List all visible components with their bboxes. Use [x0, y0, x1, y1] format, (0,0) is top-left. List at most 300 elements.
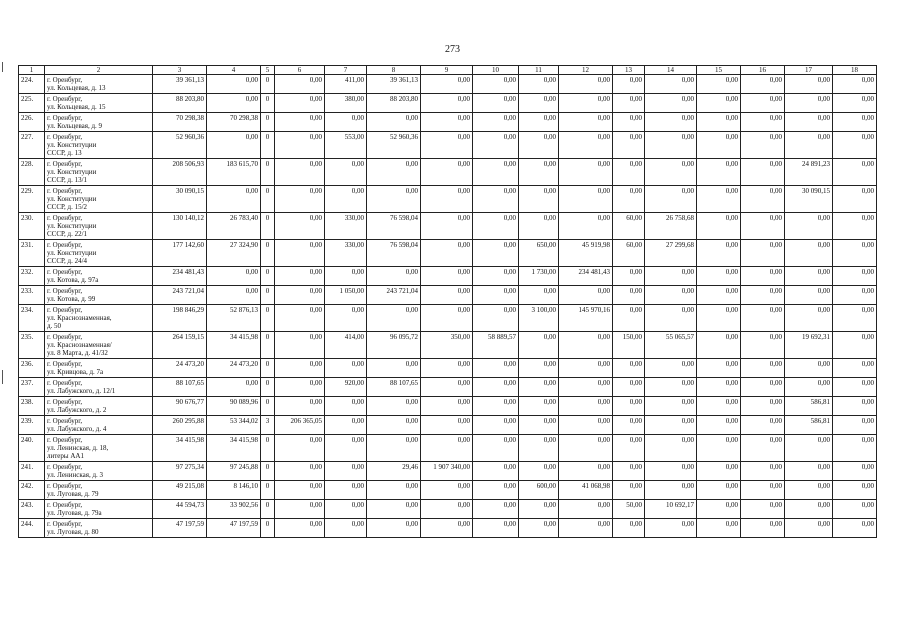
- value-cell: 0,00: [473, 519, 519, 538]
- address-cell: [45, 305, 153, 332]
- value-cell: 34 415,98: [153, 435, 207, 462]
- address-line: ул. Луговая, д. 80: [47, 528, 99, 536]
- table-row: [19, 132, 877, 159]
- value-cell: 0,00: [325, 519, 367, 538]
- value-cell: 0,00: [741, 132, 785, 159]
- address-line: ул. Лабужского, д. 2: [47, 406, 107, 414]
- value-cell: 0,00: [519, 462, 559, 481]
- value-cell: 130 140,12: [153, 213, 207, 240]
- value-cell: 0,00: [613, 286, 645, 305]
- table-row: [19, 359, 877, 378]
- value-cell: 27 299,68: [645, 240, 697, 267]
- value-cell: 0,00: [697, 359, 741, 378]
- address-line: ул. Кольцевая, д. 15: [47, 103, 106, 111]
- value-cell: 0,00: [833, 359, 877, 378]
- column-header: 14: [645, 66, 697, 75]
- value-cell: 0,00: [519, 75, 559, 94]
- value-cell: 0,00: [559, 213, 613, 240]
- value-cell: 0,00: [275, 332, 325, 359]
- address-line: г. Оренбург,: [47, 520, 83, 528]
- value-cell: 0: [261, 267, 275, 286]
- value-cell: 0,00: [645, 75, 697, 94]
- value-cell: 0,00: [697, 75, 741, 94]
- value-cell: 0,00: [473, 305, 519, 332]
- value-cell: 0,00: [421, 240, 473, 267]
- table-row: [19, 500, 877, 519]
- value-cell: 0,00: [367, 500, 421, 519]
- column-header: 11: [519, 66, 559, 75]
- value-cell: 0,00: [785, 359, 833, 378]
- value-cell: 0,00: [697, 113, 741, 132]
- value-cell: 55 065,57: [645, 332, 697, 359]
- value-cell: 0,00: [421, 159, 473, 186]
- value-cell: 0,00: [645, 416, 697, 435]
- value-cell: 0,00: [473, 94, 519, 113]
- value-cell: 0,00: [833, 75, 877, 94]
- value-cell: 0,00: [645, 378, 697, 397]
- address-line: г. Оренбург,: [47, 333, 83, 341]
- value-cell: 0,00: [645, 435, 697, 462]
- value-cell: 0,00: [785, 240, 833, 267]
- value-cell: 150,00: [613, 332, 645, 359]
- value-cell: 8 146,10: [207, 481, 261, 500]
- value-cell: 0,00: [697, 267, 741, 286]
- value-cell: 0,00: [741, 94, 785, 113]
- value-cell: 0,00: [473, 113, 519, 132]
- value-cell: 50,00: [613, 500, 645, 519]
- value-cell: 0,00: [785, 286, 833, 305]
- value-cell: 380,00: [325, 94, 367, 113]
- table-row: [19, 286, 877, 305]
- row-number: 237.: [19, 378, 45, 397]
- column-header: 10: [473, 66, 519, 75]
- row-number: 236.: [19, 359, 45, 378]
- value-cell: 0,00: [275, 213, 325, 240]
- value-cell: 0,00: [519, 213, 559, 240]
- value-cell: 0,00: [421, 286, 473, 305]
- column-header: 8: [367, 66, 421, 75]
- value-cell: 350,00: [421, 332, 473, 359]
- address-line: г. Оренбург,: [47, 306, 83, 314]
- value-cell: 0,00: [275, 286, 325, 305]
- value-cell: 206 365,05: [275, 416, 325, 435]
- value-cell: 0: [261, 435, 275, 462]
- value-cell: 0: [261, 75, 275, 94]
- row-number: 234.: [19, 305, 45, 332]
- value-cell: 0,00: [741, 462, 785, 481]
- value-cell: 1 730,00: [519, 267, 559, 286]
- value-cell: 0,00: [207, 286, 261, 305]
- address-line: г. Оренбург,: [47, 114, 83, 122]
- value-cell: 0,00: [833, 94, 877, 113]
- address-line: литеры АА1: [47, 452, 84, 460]
- address-cell: [45, 132, 153, 159]
- value-cell: 0,00: [785, 113, 833, 132]
- value-cell: 0,00: [697, 286, 741, 305]
- value-cell: 0,00: [325, 462, 367, 481]
- value-cell: 0,00: [559, 435, 613, 462]
- value-cell: 260 295,88: [153, 416, 207, 435]
- value-cell: 0,00: [325, 481, 367, 500]
- address-cell: [45, 332, 153, 359]
- value-cell: 0,00: [519, 519, 559, 538]
- value-cell: 0,00: [741, 435, 785, 462]
- address-line: ул. Кольцевая, д. 13: [47, 84, 106, 92]
- value-cell: 0,00: [833, 397, 877, 416]
- value-cell: 0,00: [275, 159, 325, 186]
- value-cell: 0,00: [559, 132, 613, 159]
- value-cell: 0: [261, 132, 275, 159]
- address-line: ул. Конституции: [47, 249, 97, 257]
- value-cell: 0,00: [833, 113, 877, 132]
- address-line: г. Оренбург,: [47, 501, 83, 509]
- value-cell: 39 361,13: [367, 75, 421, 94]
- value-cell: 47 197,59: [153, 519, 207, 538]
- value-cell: 0,00: [421, 186, 473, 213]
- address-line: ул. 8 Марта, д. 41/32: [47, 349, 108, 357]
- value-cell: 0,00: [613, 519, 645, 538]
- value-cell: 0,00: [473, 240, 519, 267]
- row-number: 232.: [19, 267, 45, 286]
- value-cell: 47 197,59: [207, 519, 261, 538]
- value-cell: 90 676,77: [153, 397, 207, 416]
- address-cell: [45, 75, 153, 94]
- value-cell: 0,00: [741, 75, 785, 94]
- value-cell: 0,00: [833, 416, 877, 435]
- address-line: г. Оренбург,: [47, 268, 83, 276]
- value-cell: 0,00: [645, 305, 697, 332]
- address-line: г. Оренбург,: [47, 160, 83, 168]
- value-cell: 0,00: [645, 519, 697, 538]
- value-cell: 198 846,29: [153, 305, 207, 332]
- value-cell: 0,00: [613, 159, 645, 186]
- value-cell: 0,00: [275, 519, 325, 538]
- column-header: 6: [275, 66, 325, 75]
- address-line: ул. Луговая, д. 79: [47, 490, 99, 498]
- value-cell: 0,00: [833, 378, 877, 397]
- address-cell: [45, 213, 153, 240]
- table-body: [19, 75, 877, 538]
- value-cell: 0,00: [559, 519, 613, 538]
- address-line: ул. Краснознаменная/: [47, 341, 112, 349]
- page-number: 273: [445, 44, 460, 55]
- table-row: [19, 213, 877, 240]
- value-cell: 0,00: [367, 267, 421, 286]
- value-cell: 0,00: [785, 500, 833, 519]
- value-cell: 586,81: [785, 416, 833, 435]
- value-cell: 0,00: [367, 397, 421, 416]
- address-line: ул. Лабужского, д. 4: [47, 425, 107, 433]
- value-cell: 0,00: [833, 213, 877, 240]
- value-cell: 330,00: [325, 213, 367, 240]
- column-header: 16: [741, 66, 785, 75]
- value-cell: 0,00: [785, 267, 833, 286]
- value-cell: 0,00: [645, 267, 697, 286]
- address-line: г. Оренбург,: [47, 463, 83, 471]
- value-cell: 0,00: [697, 416, 741, 435]
- address-cell: [45, 240, 153, 267]
- row-number: 226.: [19, 113, 45, 132]
- value-cell: 0,00: [275, 481, 325, 500]
- value-cell: 0,00: [325, 267, 367, 286]
- value-cell: 49 215,08: [153, 481, 207, 500]
- value-cell: 0,00: [421, 305, 473, 332]
- value-cell: 27 324,90: [207, 240, 261, 267]
- value-cell: 0,00: [473, 75, 519, 94]
- value-cell: 0: [261, 462, 275, 481]
- value-cell: 0,00: [421, 481, 473, 500]
- value-cell: 0,00: [833, 186, 877, 213]
- address-line: ул. Луговая, д. 79а: [47, 509, 102, 517]
- value-cell: 0,00: [325, 416, 367, 435]
- value-cell: 145 970,16: [559, 305, 613, 332]
- value-cell: 0,00: [275, 75, 325, 94]
- value-cell: 0,00: [275, 397, 325, 416]
- table-row: [19, 75, 877, 94]
- value-cell: 0,00: [473, 416, 519, 435]
- value-cell: 920,00: [325, 378, 367, 397]
- value-cell: 44 594,73: [153, 500, 207, 519]
- address-line: ул. Котова, д. 99: [47, 295, 96, 303]
- value-cell: 0,00: [559, 378, 613, 397]
- value-cell: 0,00: [421, 267, 473, 286]
- value-cell: 97 275,34: [153, 462, 207, 481]
- value-cell: 0: [261, 186, 275, 213]
- value-cell: 0,00: [645, 462, 697, 481]
- value-cell: 34 415,98: [207, 435, 261, 462]
- address-cell: [45, 462, 153, 481]
- value-cell: 0,00: [473, 359, 519, 378]
- column-header: 13: [613, 66, 645, 75]
- value-cell: 0,00: [697, 481, 741, 500]
- address-cell: [45, 186, 153, 213]
- value-cell: 0,00: [325, 113, 367, 132]
- address-line: СССР, д. 13/1: [47, 176, 88, 184]
- value-cell: 0,00: [785, 462, 833, 481]
- address-line: ул. Ленинская, д. 3: [47, 471, 104, 479]
- value-cell: 0,00: [741, 519, 785, 538]
- value-cell: 243 721,04: [367, 286, 421, 305]
- row-number: 239.: [19, 416, 45, 435]
- value-cell: 0,00: [367, 113, 421, 132]
- column-header: 18: [833, 66, 877, 75]
- value-cell: 88 107,65: [153, 378, 207, 397]
- value-cell: 0,00: [519, 435, 559, 462]
- value-cell: 0: [261, 305, 275, 332]
- value-cell: 0,00: [367, 481, 421, 500]
- address-cell: [45, 159, 153, 186]
- value-cell: 0,00: [473, 159, 519, 186]
- value-cell: 97 245,88: [207, 462, 261, 481]
- value-cell: 0,00: [519, 286, 559, 305]
- value-cell: 70 298,38: [207, 113, 261, 132]
- address-line: ул. Кривцова, д. 7а: [47, 368, 104, 376]
- value-cell: 0,00: [559, 286, 613, 305]
- value-cell: 600,00: [519, 481, 559, 500]
- table-row: [19, 378, 877, 397]
- address-line: СССР, д. 13: [47, 149, 82, 157]
- value-cell: 0,00: [697, 332, 741, 359]
- value-cell: 0,00: [741, 397, 785, 416]
- value-cell: 0,00: [367, 359, 421, 378]
- value-cell: 0,00: [473, 267, 519, 286]
- value-cell: 0,00: [421, 359, 473, 378]
- address-cell: [45, 378, 153, 397]
- value-cell: 0,00: [645, 481, 697, 500]
- value-cell: 0,00: [645, 113, 697, 132]
- value-cell: 0,00: [697, 462, 741, 481]
- value-cell: 0,00: [559, 500, 613, 519]
- value-cell: 0,00: [559, 159, 613, 186]
- row-number: 238.: [19, 397, 45, 416]
- value-cell: 0,00: [613, 186, 645, 213]
- value-cell: 0,00: [473, 481, 519, 500]
- row-number: 235.: [19, 332, 45, 359]
- address-line: г. Оренбург,: [47, 241, 83, 249]
- value-cell: 0,00: [645, 132, 697, 159]
- value-cell: 243 721,04: [153, 286, 207, 305]
- value-cell: 0,00: [741, 416, 785, 435]
- value-cell: 0,00: [421, 213, 473, 240]
- value-cell: 34 415,98: [207, 332, 261, 359]
- value-cell: 39 361,13: [153, 75, 207, 94]
- value-cell: 0,00: [421, 435, 473, 462]
- value-cell: 0,00: [785, 378, 833, 397]
- value-cell: 0: [261, 519, 275, 538]
- value-cell: 0,00: [645, 159, 697, 186]
- value-cell: 0,00: [325, 186, 367, 213]
- value-cell: 0,00: [367, 159, 421, 186]
- value-cell: 41 068,98: [559, 481, 613, 500]
- value-cell: 96 095,72: [367, 332, 421, 359]
- table-row: [19, 462, 877, 481]
- value-cell: 0,00: [367, 435, 421, 462]
- value-cell: 0,00: [473, 132, 519, 159]
- address-cell: [45, 416, 153, 435]
- value-cell: 24 473,20: [153, 359, 207, 378]
- value-cell: 0,00: [207, 75, 261, 94]
- value-cell: 0,00: [833, 132, 877, 159]
- value-cell: 0,00: [421, 75, 473, 94]
- value-cell: 76 598,04: [367, 213, 421, 240]
- value-cell: 0,00: [645, 186, 697, 213]
- value-cell: 0,00: [207, 267, 261, 286]
- value-cell: 0,00: [519, 378, 559, 397]
- value-cell: 0: [261, 94, 275, 113]
- value-cell: 0,00: [697, 378, 741, 397]
- value-cell: 0,00: [613, 378, 645, 397]
- value-cell: 0,00: [325, 359, 367, 378]
- row-number: 242.: [19, 481, 45, 500]
- value-cell: 60,00: [613, 213, 645, 240]
- value-cell: 0,00: [519, 159, 559, 186]
- value-cell: 0,00: [519, 113, 559, 132]
- value-cell: 0,00: [559, 397, 613, 416]
- value-cell: 0,00: [473, 186, 519, 213]
- value-cell: 0,00: [833, 332, 877, 359]
- value-cell: 0,00: [741, 159, 785, 186]
- value-cell: 0: [261, 159, 275, 186]
- value-cell: 411,00: [325, 75, 367, 94]
- value-cell: 264 159,15: [153, 332, 207, 359]
- value-cell: 0,00: [207, 94, 261, 113]
- value-cell: 0,00: [613, 75, 645, 94]
- value-cell: 0: [261, 378, 275, 397]
- address-line: ул. Ленинская, д. 18,: [47, 444, 109, 452]
- value-cell: 29,46: [367, 462, 421, 481]
- value-cell: 0: [261, 332, 275, 359]
- value-cell: 24 473,20: [207, 359, 261, 378]
- row-number: 241.: [19, 462, 45, 481]
- value-cell: 0,00: [785, 132, 833, 159]
- row-number: 229.: [19, 186, 45, 213]
- value-cell: 88 203,80: [367, 94, 421, 113]
- value-cell: 0,00: [785, 481, 833, 500]
- value-cell: 0,00: [325, 397, 367, 416]
- value-cell: 0,00: [559, 186, 613, 213]
- column-header: 15: [697, 66, 741, 75]
- address-cell: [45, 500, 153, 519]
- table-row: [19, 435, 877, 462]
- value-cell: 208 506,93: [153, 159, 207, 186]
- address-line: ул. Конституции: [47, 141, 97, 149]
- value-cell: 0,00: [275, 462, 325, 481]
- value-cell: 0,00: [741, 267, 785, 286]
- column-header: 9: [421, 66, 473, 75]
- value-cell: 0,00: [519, 416, 559, 435]
- address-line: г. Оренбург,: [47, 360, 83, 368]
- value-cell: 0,00: [367, 186, 421, 213]
- value-cell: 0,00: [421, 378, 473, 397]
- value-cell: 0,00: [613, 462, 645, 481]
- value-cell: 0,00: [697, 159, 741, 186]
- table-row: [19, 267, 877, 286]
- value-cell: 0,00: [741, 378, 785, 397]
- table-row: [19, 481, 877, 500]
- value-cell: 0: [261, 286, 275, 305]
- value-cell: 0,00: [697, 94, 741, 113]
- value-cell: 0,00: [519, 359, 559, 378]
- value-cell: 0,00: [613, 481, 645, 500]
- value-cell: 0,00: [559, 462, 613, 481]
- address-cell: [45, 481, 153, 500]
- value-cell: 586,81: [785, 397, 833, 416]
- value-cell: 52 960,36: [367, 132, 421, 159]
- row-number: 230.: [19, 213, 45, 240]
- address-line: ул. Котова, д. 97а: [47, 276, 99, 284]
- value-cell: 0,00: [207, 378, 261, 397]
- table-row: [19, 332, 877, 359]
- column-header: 12: [559, 66, 613, 75]
- address-line: г. Оренбург,: [47, 76, 83, 84]
- value-cell: 0,00: [519, 332, 559, 359]
- value-cell: 0,00: [473, 286, 519, 305]
- value-cell: 52 960,36: [153, 132, 207, 159]
- row-number: 233.: [19, 286, 45, 305]
- value-cell: 0,00: [785, 305, 833, 332]
- value-cell: 177 142,60: [153, 240, 207, 267]
- row-number: 227.: [19, 132, 45, 159]
- value-cell: 0,00: [275, 132, 325, 159]
- value-cell: 0,00: [367, 416, 421, 435]
- address-cell: [45, 113, 153, 132]
- scan-edge-mark: [2, 62, 3, 72]
- value-cell: 0,00: [697, 519, 741, 538]
- value-cell: 0,00: [559, 113, 613, 132]
- value-cell: 0,00: [613, 397, 645, 416]
- value-cell: 70 298,38: [153, 113, 207, 132]
- value-cell: 30 090,15: [153, 186, 207, 213]
